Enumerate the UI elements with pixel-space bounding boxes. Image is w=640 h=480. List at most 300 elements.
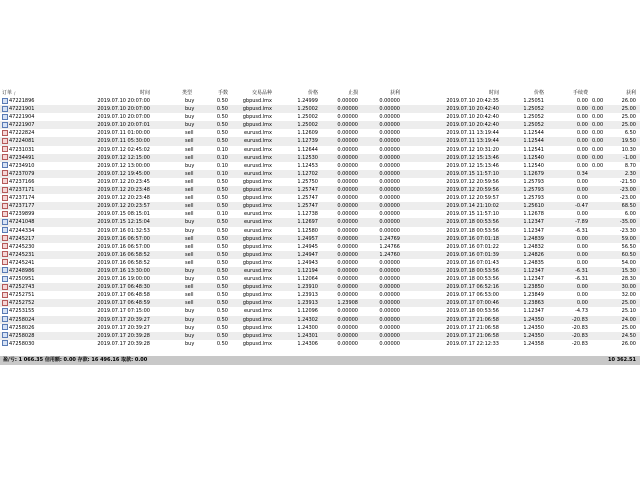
symbol-cell: gbpusd.lmx	[242, 259, 272, 266]
table-row[interactable]	[0, 121, 640, 129]
close-price-cell: 1.12544	[523, 138, 544, 145]
col-header-ticket[interactable]: 订单	[2, 90, 13, 96]
tp-cell: 0.00000	[379, 187, 400, 194]
ticket-value: 47221907	[9, 122, 35, 129]
open-price-cell: 1.25747	[297, 187, 318, 194]
close-time-cell: 2019.07.17 21:06:58	[446, 324, 499, 331]
symbol-cell: eurusd.lmx	[243, 130, 272, 137]
ticket-cell	[2, 97, 34, 105]
symbol-cell: gbpusd.lmx	[242, 122, 272, 129]
ticket-value: 47221896	[9, 98, 35, 104]
open-time-cell: 2019.07.16 19:00:00	[97, 276, 150, 283]
open-time-cell: 2019.07.16 01:32:53	[97, 227, 150, 234]
close-time-cell: 2019.07.15 11:57:10	[446, 170, 499, 177]
tp-cell: 0.00000	[379, 203, 400, 210]
open-time-cell: 2019.07.10 20:07:01	[97, 122, 150, 129]
table-row[interactable]	[0, 218, 640, 226]
ticket-cell	[2, 202, 34, 210]
open-price-cell: 1.25002	[297, 114, 318, 121]
open-price-cell: 1.24943	[297, 259, 318, 266]
table-row[interactable]	[0, 299, 640, 307]
close-time-cell: 2019.07.12 20:59:56	[446, 178, 499, 185]
swap-cell: 0.00	[592, 138, 604, 145]
ticket-cell	[2, 291, 34, 299]
sl-cell: 0.00000	[337, 203, 358, 210]
table-row[interactable]	[0, 235, 640, 243]
lots-cell: 0.50	[216, 138, 228, 145]
commission-cell: -7.89	[575, 219, 588, 226]
close-time-cell: 2019.07.18 00:53:56	[446, 227, 499, 234]
type-cell: sell	[185, 195, 194, 202]
symbol-cell: gbpusd.lmx	[242, 98, 272, 104]
col-header-tp[interactable]: 获利	[389, 90, 400, 96]
table-row[interactable]	[0, 251, 640, 259]
table-row[interactable]	[0, 340, 640, 348]
table-row[interactable]	[0, 243, 640, 251]
tp-cell: 0.00000	[379, 324, 400, 331]
close-price-cell: 1.12347	[523, 219, 544, 226]
symbol-cell: eurusd.lmx	[243, 162, 272, 169]
lots-cell: 0.50	[216, 251, 228, 258]
commission-cell: 0.00	[576, 146, 588, 153]
open-time-cell: 2019.07.12 19:45:00	[97, 170, 150, 177]
table-row[interactable]	[0, 324, 640, 332]
close-price-cell: 1.12540	[523, 162, 544, 169]
tp-cell: 0.00000	[379, 340, 400, 347]
ticket-cell	[2, 307, 34, 315]
lots-cell: 0.50	[216, 300, 228, 307]
symbol-cell: gbpusd.lmx	[242, 324, 272, 331]
ticket-value: 47237177	[9, 203, 35, 210]
col-header-open-price[interactable]: 价格	[307, 90, 318, 96]
buy-order-icon	[2, 106, 8, 112]
buy-order-icon	[2, 267, 8, 273]
commission-cell: 0.00	[576, 106, 588, 113]
profit-cell: 60.50	[621, 251, 636, 258]
lots-cell: 0.10	[216, 146, 228, 153]
profit-cell: 25.00	[621, 122, 636, 129]
type-cell: buy	[185, 122, 195, 129]
commission-cell: -0.47	[575, 203, 588, 210]
table-row[interactable]	[0, 194, 640, 202]
lots-cell: 0.50	[216, 98, 228, 104]
profit-cell: 25.00	[621, 114, 636, 121]
sl-cell: 0.00000	[337, 251, 358, 258]
open-price-cell: 1.12580	[297, 227, 318, 234]
sl-cell: 0.00000	[337, 195, 358, 202]
ticket-cell	[2, 324, 34, 332]
type-cell: buy	[185, 332, 195, 339]
close-price-cell: 1.24350	[523, 316, 544, 323]
commission-cell: -20.83	[571, 332, 588, 339]
ticket-cell	[2, 210, 34, 218]
table-row[interactable]	[0, 227, 640, 235]
commission-cell: -6.31	[575, 227, 588, 234]
commission-cell: 0.00	[576, 235, 588, 242]
tp-cell: 1.24769	[379, 235, 400, 242]
open-price-cell: 1.25750	[297, 178, 318, 185]
close-time-cell: 2019.07.18 00:53:56	[446, 267, 499, 274]
open-time-cell: 2019.07.12 20:23:48	[97, 187, 150, 194]
lots-cell: 0.50	[216, 195, 228, 202]
open-time-cell: 2019.07.15 08:15:01	[97, 211, 150, 218]
commission-cell: 0.00	[576, 114, 588, 121]
profit-cell: 25.00	[621, 300, 636, 307]
ticket-cell	[2, 332, 34, 340]
tp-cell: 0.00000	[379, 259, 400, 266]
swap-cell: 0.00	[592, 98, 604, 104]
close-time-cell: 2019.07.16 07:01:18	[446, 235, 499, 242]
lots-cell: 0.50	[216, 243, 228, 250]
lots-cell: 0.10	[216, 211, 228, 218]
open-price-cell: 1.24306	[297, 340, 318, 347]
table-row[interactable]	[0, 178, 640, 186]
sell-order-icon	[2, 195, 8, 201]
buy-order-icon	[2, 98, 8, 104]
ticket-cell	[2, 259, 34, 267]
close-price-cell: 1.12678	[523, 211, 544, 218]
open-price-cell: 1.12530	[297, 154, 318, 161]
close-price-cell: 1.23850	[523, 284, 544, 291]
lots-cell: 0.50	[216, 178, 228, 185]
open-time-cell: 2019.07.17 20:39:27	[97, 316, 150, 323]
swap-cell: 0.00	[592, 114, 604, 121]
ticket-value: 47239899	[9, 211, 35, 218]
type-cell: sell	[185, 235, 194, 242]
table-row[interactable]	[0, 210, 640, 218]
open-time-cell: 2019.07.11 05:30:00	[97, 138, 150, 145]
col-header-type[interactable]: 类型	[182, 90, 193, 96]
close-price-cell: 1.12347	[523, 276, 544, 283]
symbol-cell: eurusd.lmx	[243, 308, 272, 315]
profit-cell: 26.00	[621, 340, 636, 347]
symbol-cell: gbpusd.lmx	[242, 300, 272, 307]
type-cell: buy	[185, 340, 195, 347]
lots-cell: 0.50	[216, 187, 228, 194]
profit-cell: -35.00	[619, 219, 636, 226]
table-row[interactable]	[0, 275, 640, 283]
lots-cell: 0.10	[216, 154, 228, 161]
table-row[interactable]	[0, 332, 640, 340]
ticket-value: 47237171	[9, 187, 35, 194]
sl-cell: 0.00000	[337, 243, 358, 250]
sell-order-icon	[2, 300, 8, 306]
ticket-cell	[2, 340, 34, 348]
sl-cell: 0.00000	[337, 98, 358, 104]
sl-cell: 0.00000	[337, 259, 358, 266]
sl-cell: 0.00000	[337, 284, 358, 291]
close-price-cell: 1.25051	[523, 98, 544, 104]
ticket-cell	[2, 218, 34, 226]
open-time-cell: 2019.07.17 20:39:28	[97, 332, 150, 339]
open-time-cell: 2019.07.15 12:15:04	[97, 219, 150, 226]
buy-order-icon	[2, 332, 8, 338]
open-price-cell: 1.23913	[297, 300, 318, 307]
sl-cell: 0.00000	[337, 154, 358, 161]
tp-cell: 0.00000	[379, 316, 400, 323]
sell-order-icon	[2, 138, 8, 144]
profit-cell: 56.50	[621, 243, 636, 250]
sl-cell: 0.00000	[337, 178, 358, 185]
symbol-cell: eurusd.lmx	[243, 154, 272, 161]
table-row[interactable]	[0, 202, 640, 210]
profit-cell: 54.00	[621, 259, 636, 266]
sl-cell: 0.00000	[337, 114, 358, 121]
ticket-cell	[2, 129, 34, 137]
ticket-value: 47231031	[9, 146, 35, 153]
open-price-cell: 1.25747	[297, 195, 318, 202]
commission-cell: 0.34	[576, 170, 588, 177]
open-time-cell: 2019.07.10 20:07:00	[97, 114, 150, 121]
ticket-value: 47252752	[9, 300, 35, 307]
type-cell: buy	[185, 316, 195, 323]
commission-cell: 0.00	[576, 243, 588, 250]
sell-order-icon	[2, 211, 8, 217]
swap-cell: 0.00	[592, 154, 604, 161]
profit-cell: 24.00	[621, 316, 636, 323]
ticket-value: 47222824	[9, 130, 35, 137]
sell-order-icon	[2, 235, 8, 241]
ticket-value: 47250951	[9, 276, 35, 283]
table-row[interactable]	[0, 113, 640, 121]
col-header-commission[interactable]: 手续费	[572, 90, 588, 96]
sl-cell: 0.00000	[337, 276, 358, 283]
symbol-cell: eurusd.lmx	[243, 219, 272, 226]
sell-order-icon	[2, 284, 8, 290]
commission-cell: 0.00	[576, 259, 588, 266]
ticket-value: 47221904	[9, 114, 35, 121]
ticket-cell	[2, 275, 34, 283]
table-row[interactable]	[0, 162, 640, 170]
tp-cell: 1.24766	[379, 243, 400, 250]
tp-cell: 0.00000	[379, 130, 400, 137]
open-time-cell: 2019.07.17 06:48:59	[97, 300, 150, 307]
lots-cell: 0.50	[216, 308, 228, 315]
col-header-sl[interactable]: 止损	[347, 90, 358, 96]
sl-cell: 0.00000	[337, 130, 358, 137]
col-header-open-time[interactable]: 时间	[139, 90, 150, 96]
open-price-cell: 1.24301	[297, 332, 318, 339]
profit-cell: 25.10	[621, 308, 636, 315]
open-time-cell: 2019.07.12 20:23:57	[97, 203, 150, 210]
type-cell: buy	[185, 114, 195, 121]
commission-cell: 0.00	[576, 138, 588, 145]
table-row[interactable]	[0, 291, 640, 299]
table-row[interactable]	[0, 146, 640, 154]
open-price-cell: 1.12194	[297, 267, 318, 274]
summary-row	[0, 356, 640, 365]
open-price-cell: 1.24300	[297, 324, 318, 331]
open-time-cell: 2019.07.17 06:48:30	[97, 284, 150, 291]
table-row[interactable]	[0, 267, 640, 275]
commission-cell: -20.83	[571, 340, 588, 347]
open-time-cell: 2019.07.10 20:07:00	[97, 106, 150, 113]
table-row[interactable]	[0, 154, 640, 162]
ticket-cell	[2, 283, 34, 291]
profit-cell: 25.00	[621, 324, 636, 331]
ticket-cell	[2, 267, 34, 275]
swap-cell: 0.00	[592, 162, 604, 169]
lots-cell: 0.50	[216, 276, 228, 283]
ticket-cell	[2, 299, 34, 307]
type-cell: sell	[185, 178, 194, 185]
symbol-cell: eurusd.lmx	[243, 170, 272, 177]
col-header-profit[interactable]: 获利	[625, 90, 636, 96]
swap-cell: 0.00	[592, 146, 604, 153]
close-time-cell: 2019.07.17 06:52:16	[446, 284, 499, 291]
symbol-cell: eurusd.lmx	[243, 267, 272, 274]
close-price-cell: 1.25793	[523, 178, 544, 185]
close-price-cell: 1.25610	[523, 203, 544, 210]
commission-cell: 0.00	[576, 251, 588, 258]
commission-cell: 0.00	[576, 292, 588, 299]
type-cell: buy	[185, 227, 195, 234]
col-header-close-price[interactable]: 价格	[533, 90, 544, 96]
open-time-cell: 2019.07.12 20:23:48	[97, 195, 150, 202]
table-row[interactable]	[0, 316, 640, 324]
open-time-cell: 2019.07.16 13:30:00	[97, 267, 150, 274]
ticket-value: 47252743	[9, 284, 35, 291]
table-row[interactable]	[0, 129, 640, 137]
open-time-cell: 2019.07.17 20:39:27	[97, 324, 150, 331]
sl-cell: 0.00000	[337, 308, 358, 315]
symbol-cell: gbpusd.lmx	[242, 243, 272, 250]
symbol-cell: gbpusd.lmx	[242, 284, 272, 291]
col-header-lots[interactable]: 手数	[217, 90, 228, 96]
commission-cell: -6.31	[575, 267, 588, 274]
summary-total: 10 362.51	[608, 357, 636, 363]
profit-cell: 8.70	[624, 162, 636, 169]
close-price-cell: 1.24350	[523, 324, 544, 331]
sell-order-icon	[2, 187, 8, 193]
profit-cell: 68.50	[621, 203, 636, 210]
close-price-cell: 1.12541	[523, 146, 544, 153]
table-row[interactable]	[0, 307, 640, 315]
col-header-symbol[interactable]: 交易品种	[251, 90, 272, 96]
open-time-cell: 2019.07.17 20:39:28	[97, 340, 150, 347]
lots-cell: 0.50	[216, 267, 228, 274]
symbol-cell: eurusd.lmx	[243, 227, 272, 234]
commission-cell: 0.00	[576, 211, 588, 218]
open-price-cell: 1.12644	[297, 146, 318, 153]
tp-cell: 0.00000	[379, 292, 400, 299]
open-time-cell: 2019.07.16 06:58:52	[97, 259, 150, 266]
table-row[interactable]	[0, 105, 640, 113]
close-time-cell: 2019.07.18 00:53:56	[446, 219, 499, 226]
close-price-cell: 1.24839	[523, 235, 544, 242]
close-price-cell: 1.12544	[523, 130, 544, 137]
ticket-value: 47237079	[9, 170, 35, 177]
profit-cell: 10.30	[621, 146, 636, 153]
close-price-cell: 1.25052	[523, 106, 544, 113]
table-row[interactable]	[0, 97, 640, 105]
close-price-cell: 1.12540	[523, 154, 544, 161]
ticket-cell	[2, 137, 34, 145]
symbol-cell: eurusd.lmx	[243, 276, 272, 283]
ticket-cell	[2, 178, 34, 186]
buy-order-icon	[2, 162, 8, 168]
buy-order-icon	[2, 219, 8, 225]
ticket-cell	[2, 162, 34, 170]
type-cell: sell	[185, 203, 194, 210]
account-history-table	[0, 90, 640, 348]
profit-cell: 24.50	[621, 332, 636, 339]
type-cell: sell	[185, 138, 194, 145]
type-cell: sell	[185, 130, 194, 137]
type-cell: sell	[185, 211, 194, 218]
sell-order-icon	[2, 259, 8, 265]
type-cell: buy	[185, 106, 195, 113]
ticket-value: 47241048	[9, 219, 35, 226]
table-row[interactable]	[0, 170, 640, 178]
close-time-cell: 2019.07.15 11:57:10	[446, 211, 499, 218]
ticket-value: 47234910	[9, 162, 35, 169]
ticket-value: 47258030	[9, 340, 35, 347]
lots-cell: 0.50	[216, 227, 228, 234]
tp-cell: 0.00000	[379, 114, 400, 121]
open-price-cell: 1.24302	[297, 316, 318, 323]
ticket-value: 47245230	[9, 243, 35, 250]
lots-cell: 0.50	[216, 332, 228, 339]
commission-cell: 0.00	[576, 195, 588, 202]
open-price-cell: 1.25002	[297, 122, 318, 129]
open-price-cell: 1.12739	[297, 138, 318, 145]
lots-cell: 0.50	[216, 106, 228, 113]
symbol-cell: gbpusd.lmx	[242, 332, 272, 339]
close-time-cell: 2019.07.16 07:01:43	[446, 259, 499, 266]
table-row[interactable]	[0, 186, 640, 194]
profit-cell: 6.00	[624, 211, 636, 218]
profit-cell: 28.30	[621, 276, 636, 283]
type-cell: sell	[185, 146, 194, 153]
symbol-cell: gbpusd.lmx	[242, 316, 272, 323]
col-header-close-time[interactable]: 时间	[488, 90, 499, 96]
symbol-cell: gbpusd.lmx	[242, 187, 272, 194]
commission-cell: 0.00	[576, 154, 588, 161]
sl-cell: 0.00000	[337, 219, 358, 226]
close-price-cell: 1.12347	[523, 308, 544, 315]
ticket-cell	[2, 146, 34, 154]
close-price-cell: 1.25793	[523, 195, 544, 202]
ticket-cell	[2, 105, 34, 113]
tp-cell: 0.00000	[379, 162, 400, 169]
table-header	[0, 90, 640, 97]
open-price-cell: 1.12702	[297, 170, 318, 177]
open-time-cell: 2019.07.17 07:15:00	[97, 308, 150, 315]
type-cell: buy	[185, 267, 195, 274]
sell-order-icon	[2, 146, 8, 152]
table-row[interactable]	[0, 259, 640, 267]
sl-cell: 0.00000	[337, 227, 358, 234]
sl-cell: 0.00000	[337, 340, 358, 347]
sell-order-icon	[2, 292, 8, 298]
buy-order-icon	[2, 114, 8, 120]
ticket-value: 47245241	[9, 259, 35, 266]
open-price-cell: 1.24957	[297, 235, 318, 242]
close-time-cell: 2019.07.16 07:01:39	[446, 251, 499, 258]
open-price-cell: 1.12064	[297, 276, 318, 283]
lots-cell: 0.10	[216, 170, 228, 177]
summary-text: 盈/亏: 1 066.35 信用额: 0.00 存款: 16 496.16 取款: 0.00	[3, 357, 148, 363]
close-time-cell: 2019.07.10 20:42:40	[446, 114, 499, 121]
profit-cell: -1.00	[623, 154, 636, 161]
open-price-cell: 1.24999	[297, 98, 318, 104]
open-time-cell: 2019.07.12 02:45:02	[97, 146, 150, 153]
table-row[interactable]	[0, 137, 640, 145]
symbol-cell: gbpusd.lmx	[242, 251, 272, 258]
buy-order-icon	[2, 227, 8, 233]
table-row[interactable]	[0, 283, 640, 291]
